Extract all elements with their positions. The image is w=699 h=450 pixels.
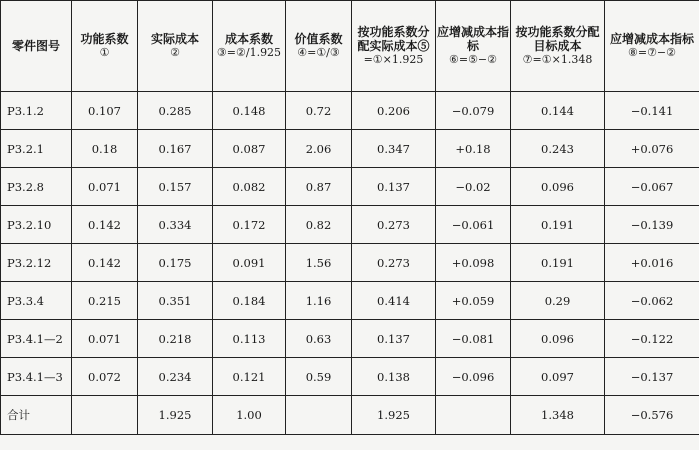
cell: 0.096 <box>511 320 605 358</box>
cell: 0.142 <box>72 244 138 282</box>
cell: 0.175 <box>138 244 213 282</box>
header-allocated-actual-cost: 按功能系数分配实际成本⑤ =①×1.925 <box>352 1 436 92</box>
cell: 0.167 <box>138 130 213 168</box>
cell: −0.062 <box>605 282 699 320</box>
cell <box>286 396 352 435</box>
cell: −0.081 <box>436 320 511 358</box>
cell: 0.215 <box>72 282 138 320</box>
cell: 0.157 <box>138 168 213 206</box>
table-row <box>1 244 699 282</box>
cell: 0.121 <box>213 358 286 396</box>
cell-part-number: P3.1.2 <box>1 92 72 130</box>
cell: 2.06 <box>286 130 352 168</box>
cell: −0.061 <box>436 206 511 244</box>
cell: +0.076 <box>605 130 699 168</box>
header-row <box>1 1 699 92</box>
cell: 0.191 <box>511 206 605 244</box>
cell: 0.071 <box>72 168 138 206</box>
cell: −0.02 <box>436 168 511 206</box>
cell: 0.142 <box>72 206 138 244</box>
table-row <box>1 92 699 130</box>
table-row <box>1 282 699 320</box>
cell-part-number: P3.2.10 <box>1 206 72 244</box>
cell: 0.148 <box>213 92 286 130</box>
cell: 0.172 <box>213 206 286 244</box>
cell-part-number: P3.3.4 <box>1 282 72 320</box>
cell: 0.273 <box>352 206 436 244</box>
cell: −0.067 <box>605 168 699 206</box>
cell: 0.72 <box>286 92 352 130</box>
cell: 0.113 <box>213 320 286 358</box>
cell: +0.059 <box>436 282 511 320</box>
cell: −0.096 <box>436 358 511 396</box>
total-row <box>1 396 699 435</box>
cell: 0.087 <box>213 130 286 168</box>
table-row <box>1 130 699 168</box>
cell: 0.59 <box>286 358 352 396</box>
cell: 0.351 <box>138 282 213 320</box>
table-row <box>1 206 699 244</box>
cell: 0.137 <box>352 168 436 206</box>
header-function-coefficient: 功能系数 ① <box>72 1 138 92</box>
cell: 0.234 <box>138 358 213 396</box>
cell: −0.576 <box>605 396 699 435</box>
cell: −0.141 <box>605 92 699 130</box>
total-label: 合计 <box>1 396 72 435</box>
cell: 0.091 <box>213 244 286 282</box>
header-allocated-target-cost: 按功能系数分配目标成本 ⑦=①×1.348 <box>511 1 605 92</box>
cell: 1.56 <box>286 244 352 282</box>
cell: 0.184 <box>213 282 286 320</box>
table-row <box>1 320 699 358</box>
cell: 0.071 <box>72 320 138 358</box>
cell: 0.414 <box>352 282 436 320</box>
cell: 1.925 <box>352 396 436 435</box>
header-cost-adjustment-1: 应增减成本指标 ⑥=⑤−② <box>436 1 511 92</box>
cell: 1.348 <box>511 396 605 435</box>
cell: 0.334 <box>138 206 213 244</box>
cell: 1.925 <box>138 396 213 435</box>
cell: 0.107 <box>72 92 138 130</box>
cell: 0.138 <box>352 358 436 396</box>
table-row <box>1 358 699 396</box>
cell: −0.079 <box>436 92 511 130</box>
cell: 0.072 <box>72 358 138 396</box>
cell: −0.139 <box>605 206 699 244</box>
cell: 0.82 <box>286 206 352 244</box>
cell: 0.243 <box>511 130 605 168</box>
cell: 0.206 <box>352 92 436 130</box>
cell-part-number: P3.4.1—2 <box>1 320 72 358</box>
cell-part-number: P3.2.8 <box>1 168 72 206</box>
header-cost-adjustment-2: 应增减成本指标 ⑧=⑦−② <box>605 1 699 92</box>
header-value-coefficient: 价值系数 ④=①/③ <box>286 1 352 92</box>
cell <box>436 396 511 435</box>
cell: +0.016 <box>605 244 699 282</box>
cell: 1.00 <box>213 396 286 435</box>
cell-part-number: P3.2.1 <box>1 130 72 168</box>
cell: 0.144 <box>511 92 605 130</box>
cell: 0.29 <box>511 282 605 320</box>
cell: 0.63 <box>286 320 352 358</box>
cell: 0.218 <box>138 320 213 358</box>
cell: 0.096 <box>511 168 605 206</box>
cell: 0.18 <box>72 130 138 168</box>
cell: 0.87 <box>286 168 352 206</box>
cell: 0.191 <box>511 244 605 282</box>
cell-part-number: P3.4.1—3 <box>1 358 72 396</box>
cell: −0.122 <box>605 320 699 358</box>
cell: 0.347 <box>352 130 436 168</box>
cell: 0.273 <box>352 244 436 282</box>
cell: 0.097 <box>511 358 605 396</box>
cell: 0.285 <box>138 92 213 130</box>
cell: −0.137 <box>605 358 699 396</box>
cell <box>72 396 138 435</box>
header-cost-coefficient: 成本系数 ③=②/1.925 <box>213 1 286 92</box>
cell: 0.137 <box>352 320 436 358</box>
cell: 0.082 <box>213 168 286 206</box>
header-part-number: 零件图号 <box>1 1 72 92</box>
header-actual-cost: 实际成本 ② <box>138 1 213 92</box>
cell: +0.098 <box>436 244 511 282</box>
table-row <box>1 168 699 206</box>
cell: +0.18 <box>436 130 511 168</box>
cell: 1.16 <box>286 282 352 320</box>
cell-part-number: P3.2.12 <box>1 244 72 282</box>
